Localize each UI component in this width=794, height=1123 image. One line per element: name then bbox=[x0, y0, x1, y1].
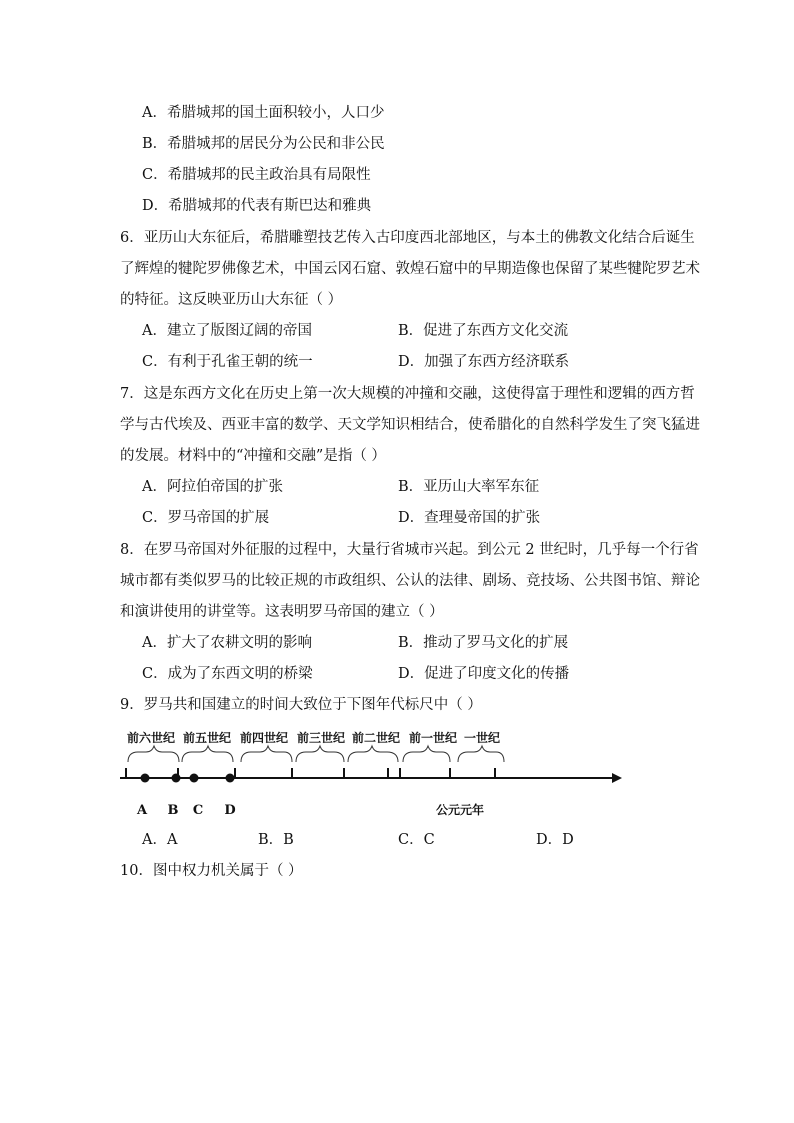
century-label-7: 一世纪 bbox=[464, 731, 501, 745]
q8-stem-line-2: 城市都有类似罗马的比较正规的市政组织、公认的法律、剧场、竞技场、公共图书馆、辩论 bbox=[120, 573, 700, 589]
point-c-marker bbox=[190, 774, 199, 783]
timeline-figure bbox=[112, 722, 632, 822]
q6-option-c: C．有利于孔雀王朝的统一 bbox=[142, 354, 313, 370]
q8-option-a: A．扩大了农耕文明的影响 bbox=[142, 635, 312, 651]
point-d-marker bbox=[226, 774, 235, 783]
century-label-5: 前二世纪 bbox=[352, 731, 401, 745]
century-brace-6 bbox=[403, 746, 450, 762]
q7-option-b: B．亚历山大率军东征 bbox=[398, 479, 540, 495]
century-brace-3 bbox=[241, 746, 292, 762]
q5-option-b: B．希腊城邦的居民分为公民和非公民 bbox=[142, 136, 385, 152]
q7-stem-line-1: 7．这是东西方文化在历史上第一次大规模的冲撞和交融，这使得富于理性和逻辑的西方哲 bbox=[120, 386, 695, 402]
point-a-marker bbox=[141, 774, 150, 783]
q6-stem-line-3: 的特征。这反映亚历山大东征（ ） bbox=[120, 292, 343, 308]
q7-stem-line-2: 学与古代埃及、西亚丰富的数学、天文学知识相结合，使希腊化的自然科学发生了突飞猛进 bbox=[120, 417, 700, 433]
q5-option-c: C．希腊城邦的民主政治具有局限性 bbox=[142, 167, 371, 183]
century-label-4: 前三世纪 bbox=[297, 731, 346, 745]
century-label-3: 前四世纪 bbox=[240, 731, 289, 745]
q10-stem: 10．图中权力机关属于（ ） bbox=[120, 863, 303, 879]
point-c-label: C bbox=[192, 803, 204, 818]
q8-stem-line-3: 和演讲使用的讲堂等。这表明罗马帝国的建立（ ） bbox=[120, 604, 444, 620]
q6-stem-line-2: 了辉煌的犍陀罗佛像艺术，中国云冈石窟、敦煌石窟中的早期造像也保留了某些犍陀罗艺术 bbox=[120, 261, 700, 277]
century-label-1: 前六世纪 bbox=[127, 731, 176, 745]
q7-option-c: C．罗马帝国的扩展 bbox=[142, 510, 270, 526]
q9-option-d: D．D bbox=[536, 832, 574, 848]
q6-stem-line-1: 6．亚历山大东征后，希腊雕塑技艺传入古印度西北部地区，与本土的佛教文化结合后诞生 bbox=[120, 230, 695, 246]
q6-option-b: B．促进了东西方文化交流 bbox=[398, 323, 569, 339]
century-brace-7 bbox=[458, 746, 504, 762]
century-label-2: 前五世纪 bbox=[183, 731, 232, 745]
point-d-label: D bbox=[224, 803, 236, 818]
q6-option-a: A．建立了版图辽阔的帝国 bbox=[142, 323, 312, 339]
q6-option-d: D．加强了东西方经济联系 bbox=[398, 354, 570, 370]
era-label: 公元元年 bbox=[435, 803, 485, 817]
q9-option-b: B．B bbox=[258, 832, 294, 848]
q7-option-d: D．查理曼帝国的扩张 bbox=[398, 510, 541, 526]
point-b-label: B bbox=[167, 803, 179, 818]
arrow-head-icon bbox=[612, 773, 622, 783]
q9-stem: 9．罗马共和国建立的时间大致位于下图年代标尺中（ ） bbox=[120, 697, 482, 713]
q8-option-b: B．推动了罗马文化的扩展 bbox=[398, 635, 569, 651]
q8-option-c: C．成为了东西文明的桥梁 bbox=[142, 666, 313, 682]
q5-option-a: A．希腊城邦的国土面积较小，人口少 bbox=[142, 105, 385, 121]
q9-option-a: A．A bbox=[142, 832, 178, 848]
q8-option-d: D．促进了印度文化的传播 bbox=[398, 666, 570, 682]
q7-stem-line-3: 的发展。材料中的“冲撞和交融”是指（ ） bbox=[120, 448, 386, 464]
q9-option-c: C．C bbox=[398, 832, 435, 848]
q7-option-a: A．阿拉伯帝国的扩张 bbox=[142, 479, 283, 495]
century-brace-4 bbox=[296, 746, 344, 762]
century-brace-2 bbox=[182, 746, 233, 762]
q5-option-d: D．希腊城邦的代表有斯巴达和雅典 bbox=[142, 198, 372, 214]
century-label-6: 前一世纪 bbox=[409, 731, 458, 745]
point-a-label: A bbox=[136, 803, 148, 818]
q8-stem-line-1: 8．在罗马帝国对外征服的过程中，大量行省城市兴起。到公元 2 世纪时，几乎每一个行省 bbox=[120, 542, 699, 558]
century-brace-1 bbox=[128, 746, 179, 762]
century-brace-5 bbox=[348, 746, 398, 762]
point-b-marker bbox=[172, 774, 181, 783]
